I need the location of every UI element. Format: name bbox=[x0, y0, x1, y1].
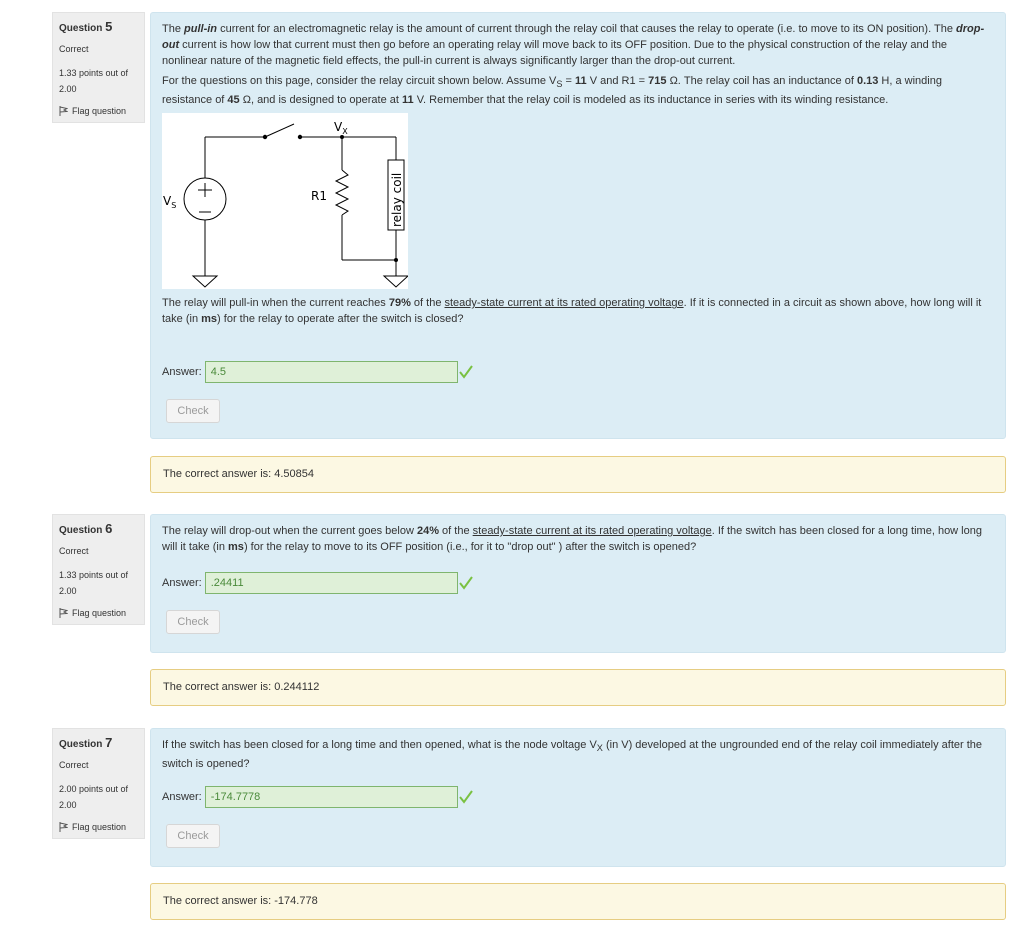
ground-symbol bbox=[384, 276, 408, 287]
question-grade: 1.33 points out of 2.00 bbox=[59, 570, 129, 596]
resistor-r1 bbox=[336, 170, 348, 215]
question-state: Correct bbox=[59, 760, 89, 770]
answer-input[interactable] bbox=[205, 361, 458, 383]
correct-answer-feedback: The correct answer is: 4.50854 bbox=[150, 456, 1006, 493]
question-content-7 bbox=[150, 728, 1006, 867]
flag-icon bbox=[59, 608, 68, 618]
checkmark-icon bbox=[459, 365, 473, 379]
answer-input[interactable] bbox=[205, 572, 458, 594]
check-button[interactable]: Check bbox=[166, 824, 220, 848]
question-info-6 bbox=[52, 514, 145, 625]
flag-question-button[interactable]: Flag question bbox=[59, 822, 138, 832]
checkmark-icon bbox=[459, 576, 473, 590]
vs-label: $V_S$ bbox=[163, 194, 177, 211]
question-number: Question 7 bbox=[59, 735, 113, 750]
flag-icon bbox=[59, 822, 68, 832]
question-info-7 bbox=[52, 728, 145, 839]
answer-row bbox=[162, 572, 473, 594]
question-content-6 bbox=[150, 514, 1006, 653]
question-grade: 1.33 points out of 2.00 bbox=[59, 68, 129, 94]
correct-answer-feedback: The correct answer is: 0.244112 bbox=[150, 669, 1006, 706]
question-text bbox=[162, 21, 994, 108]
question-state: Correct bbox=[59, 546, 89, 556]
question-prompt: The relay will pull-in when the current reaches 79% of the steady-state current at its rated operating voltage. If it is connected in a circuit as shown above, how long will it take (in ms) for the relay to operate after the switch is closed? bbox=[162, 297, 982, 326]
switch-contact bbox=[263, 135, 267, 139]
question-number: Question 6 bbox=[59, 521, 113, 536]
answer-label: Answer: bbox=[162, 577, 202, 589]
question-content-5 bbox=[150, 12, 1006, 439]
ground-symbol bbox=[193, 276, 217, 287]
answer-row bbox=[162, 361, 473, 383]
check-button[interactable]: Check bbox=[166, 610, 220, 634]
question-grade: 2.00 points out of 2.00 bbox=[59, 784, 129, 810]
question-number: Question 5 bbox=[59, 19, 113, 34]
checkmark-icon bbox=[459, 790, 473, 804]
correct-answer-feedback: The correct answer is: -174.778 bbox=[150, 883, 1006, 920]
question-prompt: If the switch has been closed for a long time and then opened, what is the node voltage $V_X$ (in V) developed at the ungrounded end of the relay coil immediately after the switch is opened? bbox=[162, 739, 983, 771]
intro-paragraph: The pull-in current for an electromagnetic relay is the amount of current through the relay coil that causes the relay to operate (i.e. to move to its ON position). The drop-out current is how low that current must then go before an operating relay will move back to its OFF position. Due to the physical construction of the relay and the nonlinear nature of the magnetic field effects, the pull-in current is always significantly larger than the drop-out current. bbox=[162, 23, 985, 67]
r1-label: R1 bbox=[311, 189, 327, 204]
relay-coil-label: relay coil bbox=[390, 172, 404, 228]
answer-input[interactable] bbox=[205, 786, 458, 808]
answer-label: Answer: bbox=[162, 791, 202, 803]
question-info-5 bbox=[52, 12, 145, 123]
flag-question-button[interactable]: Flag question bbox=[59, 106, 138, 116]
question-prompt: The relay will drop-out when the current goes below 24% of the steady-state current at its rated operating voltage. If the switch has been closed for a long time, how long will it take (in ms) for the relay to move to its OFF position (i.e., for it to "drop out" ) after the switch is opened? bbox=[162, 525, 982, 553]
switch-blade bbox=[265, 124, 294, 137]
check-button[interactable]: Check bbox=[166, 399, 220, 423]
node bbox=[394, 258, 398, 262]
answer-row bbox=[162, 786, 473, 808]
flag-icon bbox=[59, 106, 68, 116]
relay-circuit-diagram bbox=[162, 113, 408, 289]
switch-contact bbox=[298, 135, 302, 139]
setup-paragraph: For the questions on this page, consider the relay circuit shown below. Assume $V_S = 11$ V and R1 = 715 Ω. The relay coil has an inductance of 0.13 H, a winding resistance of 45 Ω, and is designed to operate at 11 V. Remember that the relay coil is modeled as its inductance in series with its winding resistance. bbox=[162, 75, 942, 107]
answer-label: Answer: bbox=[162, 366, 202, 378]
vx-label: $V_X$ bbox=[334, 120, 348, 137]
flag-question-button[interactable]: Flag question bbox=[59, 608, 138, 618]
question-state: Correct bbox=[59, 44, 89, 54]
